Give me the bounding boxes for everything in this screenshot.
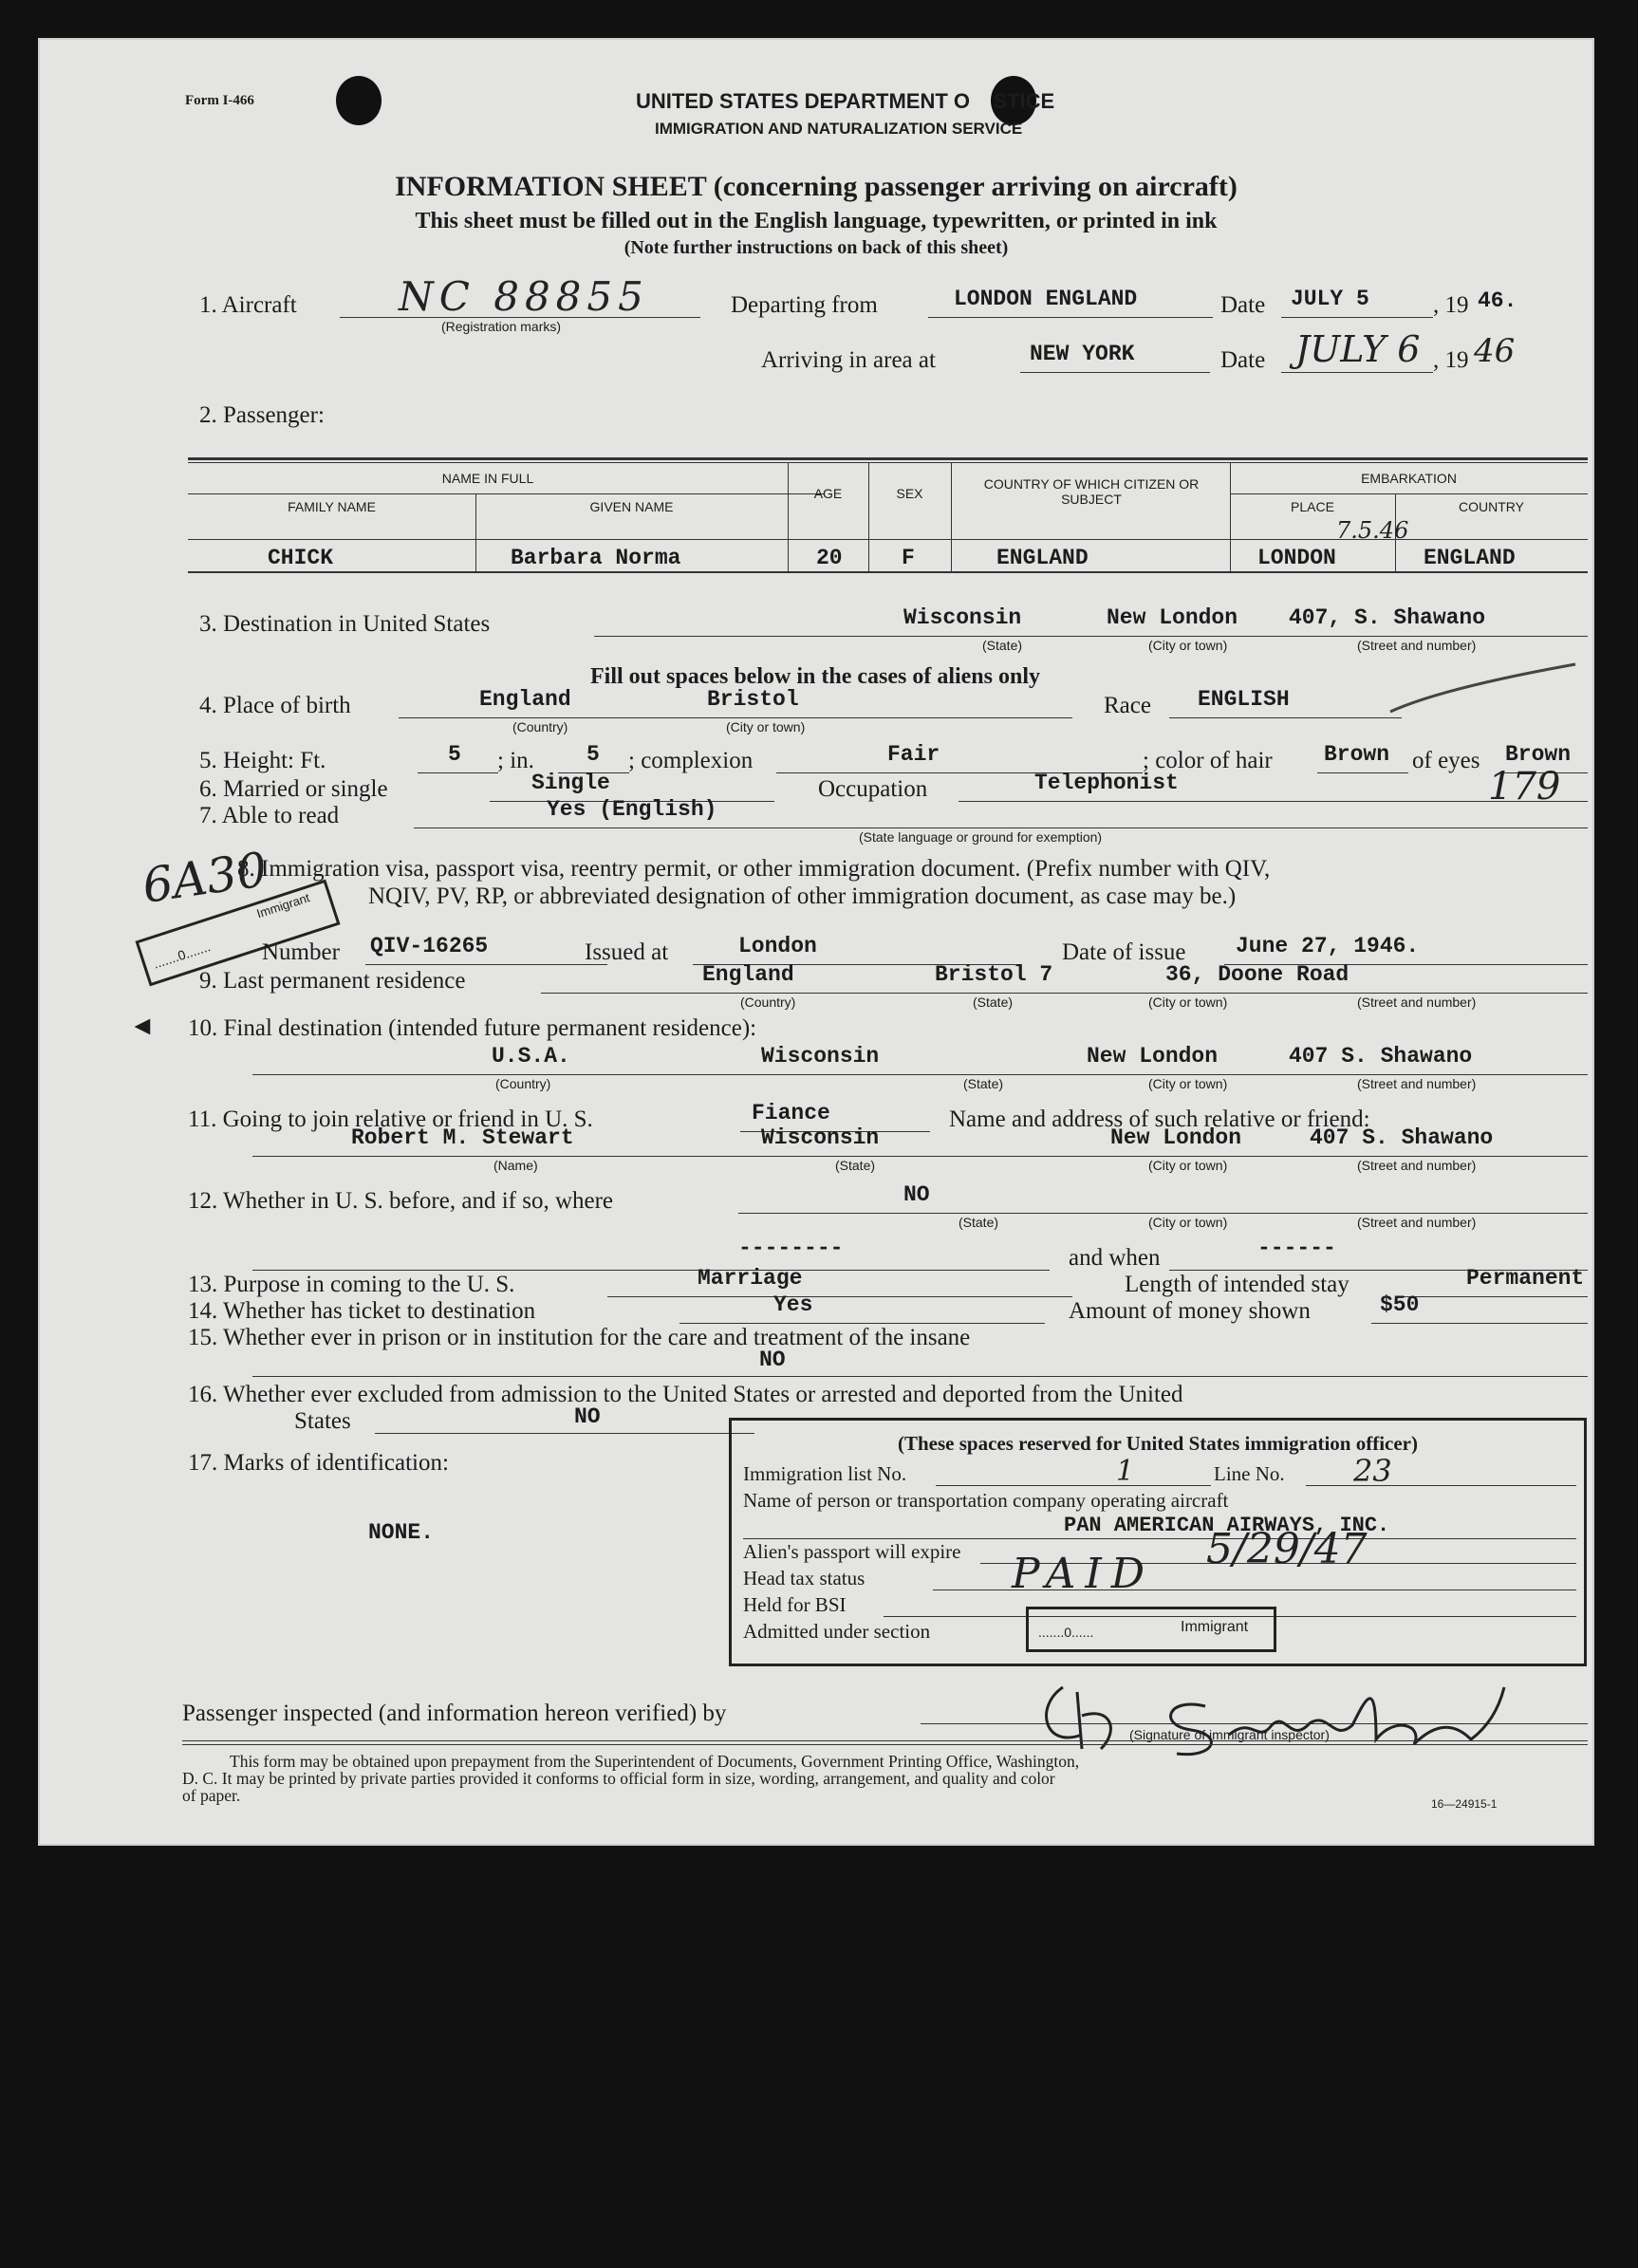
immigrant-stamp: .......0....... Immigrant: [135, 880, 340, 987]
footer-line-3: of paper.: [182, 1786, 241, 1805]
relative-name-address-label: Name and address of such relative or friend:: [949, 1106, 1370, 1132]
purpose-label: 13. Purpose in coming to the U. S.: [188, 1272, 515, 1297]
and-when-label: and when: [1069, 1245, 1161, 1271]
arriving-label: Arriving in area at: [761, 347, 936, 373]
age-header: AGE: [813, 486, 843, 501]
stay-length-label: Length of intended stay: [1125, 1272, 1349, 1297]
previous-visit-street-caption: (Street and number): [1357, 1215, 1477, 1230]
height-feet: 5: [448, 742, 461, 767]
pen-stroke-mark: [1386, 655, 1585, 721]
final-destination-label: 10. Final destination (intended future permanent residence):: [188, 1015, 757, 1041]
departure-year-prefix: , 19: [1433, 292, 1469, 318]
final-destination-state-caption: (State): [963, 1076, 1004, 1091]
last-residence-country-caption: (Country): [740, 995, 796, 1010]
family-name-value: CHICK: [268, 546, 334, 570]
immigrant-stamp-text: Immigrant: [254, 890, 312, 921]
arriving-value: NEW YORK: [1030, 342, 1135, 366]
sex-header: SEX: [896, 486, 923, 501]
final-destination-country-caption: (Country): [495, 1076, 551, 1091]
destination-street: 407, S. Shawano: [1289, 605, 1486, 630]
age-value: 20: [816, 546, 843, 570]
complexion-value: Fair: [887, 742, 940, 767]
arrival-date-label: Date: [1220, 347, 1266, 373]
family-name-header: FAMILY NAME: [288, 499, 376, 514]
line-number-value: 23: [1353, 1453, 1392, 1489]
footer-line-1: This form may be obtained upon prepayment from the Superintendent of Documents, Government Printing Office, Washington,: [230, 1752, 1080, 1771]
relative-city-caption: (City or town): [1148, 1158, 1228, 1173]
form-sheet: [38, 38, 1594, 1846]
complexion-label: ; complexion: [628, 748, 754, 773]
last-residence-country: England: [702, 962, 794, 987]
hair-color-label: ; color of hair: [1143, 748, 1273, 773]
issued-at-value: London: [738, 934, 817, 958]
aircraft-registration: NC 88855: [399, 273, 649, 320]
embarkation-place-header: PLACE: [1291, 499, 1334, 514]
footer-line-2: D. C. It may be printed by private parties provided it conforms to official form in size, wording, arrangement, and quality and color: [182, 1769, 1055, 1788]
margin-handwritten-code: 6A30: [139, 842, 270, 914]
citizen-country-value: ENGLAND: [996, 546, 1089, 570]
ticket-value: Yes: [773, 1292, 813, 1317]
passport-expiry-value: 5/29/47: [1206, 1525, 1368, 1573]
final-destination-state: Wisconsin: [761, 1044, 880, 1069]
embarkation-place-value: LONDON: [1257, 546, 1336, 570]
registration-caption: (Registration marks): [441, 319, 562, 334]
name-in-full-header: NAME IN FULL: [441, 471, 534, 486]
punch-hole-left: [336, 76, 382, 125]
passenger-label: 2. Passenger:: [199, 402, 325, 428]
inches-label: ; in.: [497, 748, 534, 773]
relative-state-caption: (State): [835, 1158, 876, 1173]
sex-value: F: [902, 546, 915, 570]
hair-color-value: Brown: [1324, 742, 1390, 767]
birth-city-caption: (City or town): [726, 719, 806, 734]
purpose-value: Marriage: [698, 1266, 803, 1291]
instruction-line: This sheet must be filled out in the English language, typewritten, or printed in ink: [415, 209, 1218, 233]
destination-city: New London: [1107, 605, 1238, 630]
arrival-year: 46: [1474, 332, 1516, 370]
previous-visit-state-caption: (State): [959, 1215, 999, 1230]
immigration-list-label: Immigration list No.: [743, 1462, 907, 1485]
service-heading: IMMIGRATION AND NATURALIZATION SERVICE: [655, 120, 1023, 138]
given-name-value: Barbara Norma: [511, 546, 681, 570]
previous-visit-when-dash: ------: [1257, 1236, 1336, 1260]
immigration-list-number: 1: [1116, 1455, 1135, 1488]
inspector-signature-caption: (Signature of immigrant inspector): [1129, 1727, 1330, 1742]
final-destination-city: New London: [1087, 1044, 1219, 1069]
able-to-read-label: 7. Able to read: [199, 803, 340, 828]
left-margin-mark: ◄: [129, 1012, 156, 1041]
embarkation-country-value: ENGLAND: [1424, 546, 1516, 570]
issue-date-label: Date of issue: [1062, 939, 1186, 965]
handwritten-number: 179: [1488, 765, 1561, 809]
department-heading: UNITED STATES DEPARTMENT O STICE: [636, 89, 1055, 113]
issued-at-label: Issued at: [585, 939, 669, 965]
previous-visit-label: 12. Whether in U. S. before, and if so, where: [188, 1188, 614, 1214]
final-destination-country: U.S.A.: [492, 1044, 570, 1069]
occupation-value: Telephonist: [1034, 771, 1179, 795]
departure-date: JULY 5: [1291, 287, 1369, 311]
given-name-header: GIVEN NAME: [589, 499, 674, 514]
final-destination-city-caption: (City or town): [1148, 1076, 1228, 1091]
arrival-year-prefix: , 19: [1433, 347, 1469, 373]
officer-box-title: (These spaces reserved for United States immigration officer): [897, 1432, 1418, 1455]
admitted-section-stamp: .......0...... Immigrant: [1026, 1607, 1276, 1652]
eye-color-label: of eyes: [1412, 748, 1480, 773]
money-value: $50: [1380, 1292, 1420, 1317]
marital-status-label: 6. Married or single: [199, 776, 388, 802]
last-residence-city-caption: (City or town): [1148, 995, 1228, 1010]
join-relative-label: 11. Going to join relative or friend in U. S.: [188, 1106, 593, 1132]
prison-insane-label: 15. Whether ever in prison or in institution for the care and treatment of the insane: [188, 1325, 971, 1350]
eye-color-value: Brown: [1505, 742, 1572, 767]
height-label: 5. Height: Ft.: [199, 748, 326, 773]
relative-name-caption: (Name): [493, 1158, 538, 1173]
destination-street-caption: (Street and number): [1357, 638, 1477, 653]
instruction-note: (Note further instructions on back of this sheet): [624, 237, 1009, 258]
form-number: Form I-466: [185, 93, 254, 108]
last-residence-state: Bristol 7: [935, 962, 1053, 987]
birth-city: Bristol: [707, 687, 799, 712]
citizen-country-header: COUNTRY OF WHICH CITIZEN OR SUBJECT: [983, 476, 1200, 507]
relative-name: Robert M. Stewart: [351, 1125, 574, 1150]
immigration-document-line1: 8. Immigration visa, passport visa, reentry permit, or other immigration document. (Prefix number with QIV,: [237, 856, 1271, 882]
operator-label: Name of person or transportation company operating aircraft: [743, 1489, 1229, 1512]
excluded-deported-line2: States: [294, 1408, 351, 1434]
last-residence-label: 9. Last permanent residence: [199, 968, 466, 994]
read-language-caption: (State language or ground for exemption): [859, 829, 1103, 845]
join-relative-value: Fiance: [752, 1101, 830, 1125]
identification-marks-label: 17. Marks of identification:: [188, 1450, 449, 1476]
prison-insane-value: NO: [759, 1348, 786, 1372]
document-number-label: Number: [262, 939, 340, 965]
final-destination-street: 407 S. Shawano: [1289, 1044, 1473, 1069]
able-to-read-value: Yes (English): [547, 797, 717, 822]
inspection-label: Passenger inspected (and information hereon verified) by: [182, 1701, 727, 1726]
admitted-section-label: Admitted under section: [743, 1620, 931, 1643]
relative-street-caption: (Street and number): [1357, 1158, 1477, 1173]
previous-visit-value: NO: [903, 1182, 930, 1207]
document-number: QIV-16265: [370, 934, 489, 958]
relative-street: 407 S. Shawano: [1310, 1125, 1494, 1150]
departing-value: LONDON ENGLAND: [954, 287, 1138, 311]
money-label: Amount of money shown: [1069, 1298, 1311, 1324]
embarkation-country-header: COUNTRY: [1459, 499, 1524, 514]
destination-state: Wisconsin: [903, 605, 1022, 630]
operator-value: PAN AMERICAN AIRWAYS, INC.: [1064, 1514, 1390, 1537]
previous-visit-dash: --------: [738, 1236, 844, 1260]
printing-code: 16—24915-1: [1431, 1797, 1498, 1811]
ticket-label: 14. Whether has ticket to destination: [188, 1298, 536, 1324]
occupation-label-text: Occupation: [818, 776, 928, 802]
aircraft-label: 1. Aircraft: [199, 292, 297, 318]
last-residence-street-caption: (Street and number): [1357, 995, 1477, 1010]
stay-length-value: Permanent: [1466, 1266, 1585, 1291]
departure-year: 46.: [1478, 288, 1517, 313]
officer-use-box: [729, 1418, 1587, 1666]
height-inches: 5: [586, 742, 600, 767]
arrival-date: JULY 6: [1295, 328, 1421, 370]
previous-visit-city-caption: (City or town): [1148, 1215, 1228, 1230]
marital-status-value: Single: [531, 771, 610, 795]
line-number-label: Line No.: [1214, 1462, 1285, 1485]
race-label: Race: [1104, 693, 1151, 718]
form-title: INFORMATION SHEET (concerning passenger arriving on aircraft): [395, 171, 1238, 202]
inspector-signature: [1025, 1659, 1518, 1763]
aliens-only-heading: Fill out spaces below in the cases of aliens only: [590, 664, 1041, 689]
destination-city-caption: (City or town): [1148, 638, 1228, 653]
immigration-document-line2: NQIV, PV, RP, or abbreviated designation of other immigration document, as case may be.): [368, 883, 1237, 909]
head-tax-label: Head tax status: [743, 1567, 866, 1589]
embarkation-header: EMBARKATION: [1361, 471, 1457, 486]
admitted-stamp-text: Immigrant: [1181, 1619, 1249, 1635]
birth-country-caption: (Country): [512, 719, 568, 734]
relative-state: Wisconsin: [761, 1125, 880, 1150]
head-tax-value: PAID: [1012, 1550, 1154, 1598]
departing-label: Departing from: [731, 292, 878, 318]
identification-marks-value: NONE.: [368, 1520, 435, 1545]
excluded-deported-value: NO: [574, 1404, 601, 1429]
bsi-label: Held for BSI: [743, 1593, 847, 1616]
birth-country: England: [479, 687, 571, 712]
final-destination-street-caption: (Street and number): [1357, 1076, 1477, 1091]
destination-state-caption: (State): [982, 638, 1023, 653]
excluded-deported-line1: 16. Whether ever excluded from admission to the United States or arrested and deported from the United: [188, 1382, 1183, 1407]
departure-date-label: Date: [1220, 292, 1266, 318]
last-residence-street: 36, Doone Road: [1165, 962, 1349, 987]
relative-city: New London: [1110, 1125, 1242, 1150]
passport-expiry-label: Alien's passport will expire: [743, 1540, 961, 1563]
birthplace-label: 4. Place of birth: [199, 693, 351, 718]
issue-date-value: June 27, 1946.: [1236, 934, 1420, 958]
race-value: ENGLISH: [1198, 687, 1290, 712]
last-residence-state-caption: (State): [973, 995, 1014, 1010]
embarkation-date-note: 7.5.46: [1336, 517, 1409, 544]
destination-label: 3. Destination in United States: [199, 611, 491, 637]
